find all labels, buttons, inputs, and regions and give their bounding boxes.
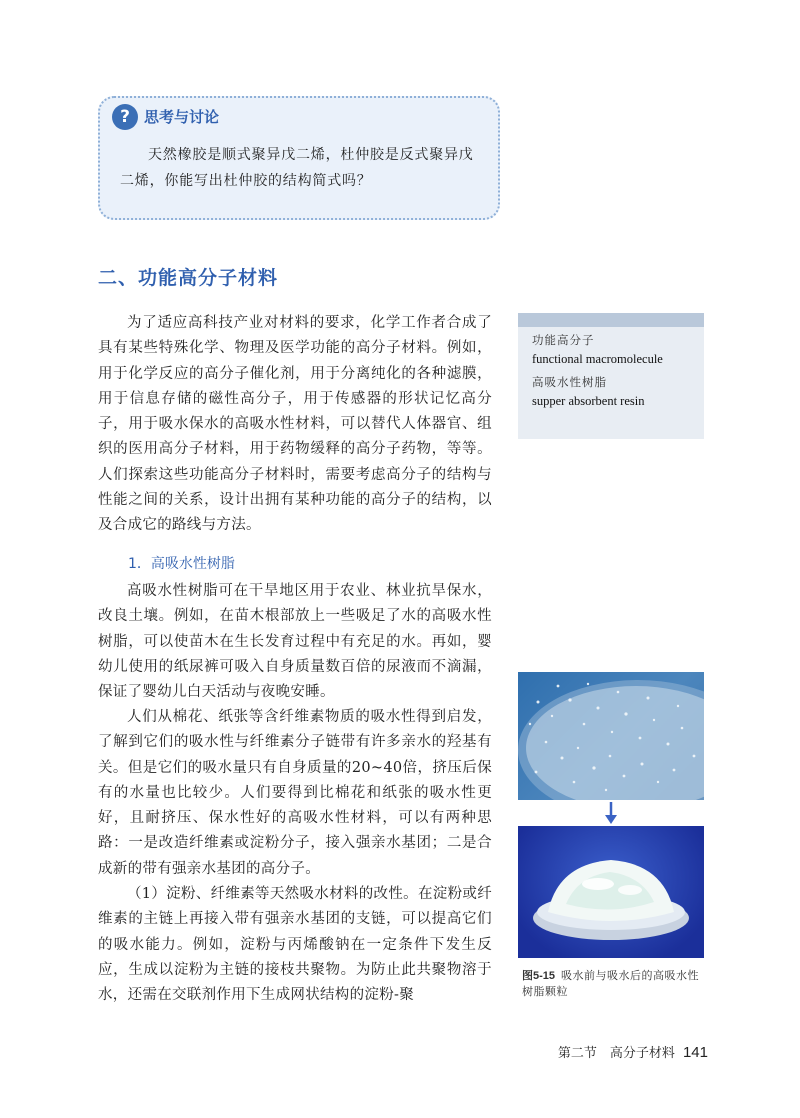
arrow-down-icon (602, 801, 620, 825)
intro-paragraph: 为了适应高科技产业对材料的要求，化学工作者合成了具有某些特殊化学、物理及医学功能的高分子材料。例如，用于化学反应的高分子催化剂，用于分离纯化的各种滤膜，用于信息存储的磁性高分子，用于传感器的形状记忆高分子，用于吸水保水的高吸水性材料，可以替代人体器官、组织的医用高分子材料，用于药物缓释的高分子药物，等等。人们探索这些功能高分子材料时，需要考虑高分子的结构与性能之间的关系，设计出拥有某种功能的高分子的结构，以及合成它的路线与方法。 (98, 315, 492, 534)
page-footer (558, 1042, 708, 1061)
glossary-term-cn: 功能高分子 (532, 333, 595, 347)
page-number: 141 (682, 1044, 708, 1061)
glossary-term-en: supper absorbent resin (532, 394, 645, 408)
body-paragraph: 人们从棉花、纸张等含纤维素物质的吸水性得到启发，了解到它们的吸水性与纤维素分子链带有许多亲水的羟基有关。但是它们的吸水量只有自身质量的20~40倍，挤压后保有的水量也比较少。人们要得到比棉花和纸张的吸水性更好，且耐挤压、保水性好的高吸水性材料，可以有两种思路：一是改造纤维素或淀粉分子，接入强亲水基团；二是合成新的带有强亲水基团的高分子。 (98, 709, 492, 877)
section-title: 二、功能高分子材料 (98, 267, 279, 289)
subsection-title: 1．高吸水性树脂 (128, 556, 235, 572)
glossary-term-en: functional macromolecule (532, 352, 663, 366)
think-discuss-box (98, 96, 500, 220)
resin-swollen-gel-photo (518, 826, 704, 958)
figure-caption (522, 968, 708, 1000)
glossary-term-cn: 高吸水性树脂 (532, 375, 607, 389)
body-paragraph: 高吸水性树脂可在干旱地区用于农业、林业抗旱保水，改良土壤。例如，在苗木根部放上一些吸足了水的高吸水性树脂，可以使苗木在生长发育过程中有充足的水。再如，婴幼儿使用的纸尿裤可吸入自身质量数百倍的尿液而不滴漏，保证了婴幼儿白天活动与夜晚安睡。 (98, 583, 492, 701)
footer-section-label: 第二节 高分子材料 (557, 1046, 675, 1061)
body-paragraph: （1）淀粉、纤维素等天然吸水材料的改性。在淀粉或纤维素的主链上再接入带有强亲水基团的支链，可以提高它们的吸水能力。例如，淀粉与丙烯酸钠在一定条件下发生反应，生成以淀粉为主链的接枝共聚物。为防止此共聚物溶于水，还需在交联剂作用下生成网状结构的淀粉-聚 (98, 886, 492, 1004)
petri-dish-gel (518, 826, 704, 958)
glossary-sidebar (518, 313, 704, 439)
glossary-entry (532, 373, 704, 411)
think-box-title: 思考与讨论 (144, 108, 220, 126)
resin-granules-dry-photo (518, 672, 704, 800)
glossary-entry (532, 331, 704, 369)
figure-caption-text: 吸水前与吸水后的高吸水性树脂颗粒 (522, 969, 700, 998)
figure-number: 图5-15 (522, 970, 556, 982)
question-bubble-icon: ? (112, 104, 138, 130)
think-box-question: 天然橡胶是顺式聚异戊二烯，杜仲胶是反式聚异戊二烯，你能写出杜仲胶的结构简式吗？ (120, 147, 474, 189)
petri-dish-granules (518, 672, 704, 800)
